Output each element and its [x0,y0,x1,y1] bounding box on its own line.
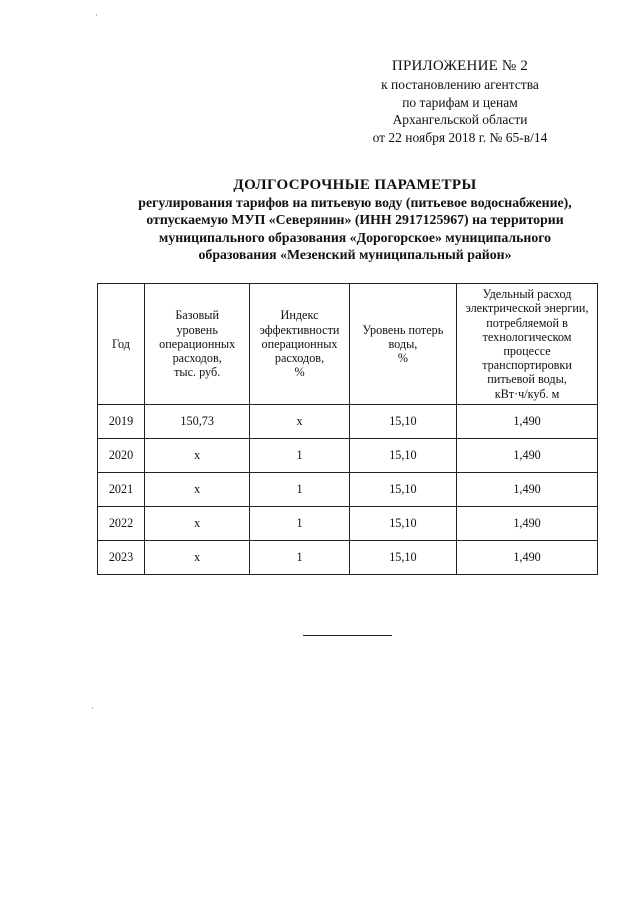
header-year: Год [98,284,145,405]
scan-speck [96,14,97,16]
header-line: потребляемой в [486,315,568,330]
cell-specific-consumption: 1,490 [457,473,598,507]
cell-loss-level: 15,10 [349,439,456,473]
cell-year: 2021 [98,473,145,507]
cell-base-level: х [145,439,250,473]
header-line: технологическом [482,329,572,344]
cell-efficiency-index: х [250,405,349,439]
cell-loss-level: 15,10 [349,405,456,439]
cell-base-level: 150,73 [145,405,250,439]
cell-loss-level: 15,10 [349,541,456,575]
table-row [98,507,598,541]
parameters-table [97,283,598,575]
appendix-line: от 22 ноября 2018 г. № 65-в/14 [372,129,548,145]
cell-year: 2023 [98,541,145,575]
header-line: транспортировки [482,358,572,373]
header-line: электрической энергии, [465,301,589,316]
header-base-level [145,284,250,405]
header-specific-consumption [457,284,598,405]
cell-efficiency-index: 1 [250,507,349,541]
table-row [98,439,598,473]
cell-specific-consumption: 1,490 [457,439,598,473]
appendix-heading: ПРИЛОЖЕНИЕ № 2 [391,58,529,74]
header-line: питьевой воды, [487,372,567,387]
cell-loss-level: 15,10 [349,473,456,507]
header-line: операционных [159,336,236,351]
appendix-note [330,56,590,146]
cell-year: 2019 [98,405,145,439]
cell-specific-consumption: 1,490 [457,405,598,439]
cell-loss-level: 15,10 [349,507,456,541]
cell-efficiency-index: 1 [250,473,349,507]
title-line: отпускаемую МУП «Северянин» (ИНН 2917125967) на территории [146,212,564,228]
header-line: тыс. руб. [174,365,221,380]
title-main: ДОЛГОСРОЧНЫЕ ПАРАМЕТРЫ [233,177,477,193]
table-row [98,405,598,439]
cell-base-level: х [145,541,250,575]
scan-speck [92,707,93,709]
header-line: процессе [503,344,551,358]
cell-year: 2022 [98,507,145,541]
header-line: расходов, [172,351,222,366]
header-line: % [397,351,408,366]
cell-specific-consumption: 1,490 [457,541,598,575]
table-row [98,541,598,575]
closing-rule [303,635,392,636]
header-line: кВт·ч/куб. м [494,386,560,401]
header-line: Уровень потерь [362,322,444,337]
appendix-line: по тарифам и ценам [402,94,518,110]
title-line: регулирования тарифов на питьевую воду (питьевое водоснабжение), [138,195,572,210]
header-line: расходов, [274,351,325,366]
header-line: уровень [176,322,218,337]
header-line: эффективности [259,322,340,337]
cell-year: 2020 [98,439,145,473]
header-loss-level [349,284,456,405]
cell-specific-consumption: 1,490 [457,507,598,541]
cell-base-level: х [145,473,250,507]
header-line: Базовый [175,308,220,323]
title-line: образования «Мезенский муниципальный район» [198,246,512,262]
table-header-row [98,284,598,405]
appendix-line: Архангельской области [392,112,528,128]
header-efficiency-index [250,284,349,405]
document-title [60,176,640,263]
header-line: операционных [261,336,338,351]
cell-base-level: х [145,507,250,541]
header-line: Удельный расход [482,287,572,302]
header-line: % [294,365,305,380]
header-line: Индекс [280,308,319,323]
header-line: воды, [388,336,418,351]
appendix-line: к постановлению агентства [381,77,539,92]
table-row [98,473,598,507]
cell-efficiency-index: 1 [250,439,349,473]
cell-efficiency-index: 1 [250,541,349,575]
title-line: муниципального образования «Дорогорское» муниципального [158,229,552,245]
